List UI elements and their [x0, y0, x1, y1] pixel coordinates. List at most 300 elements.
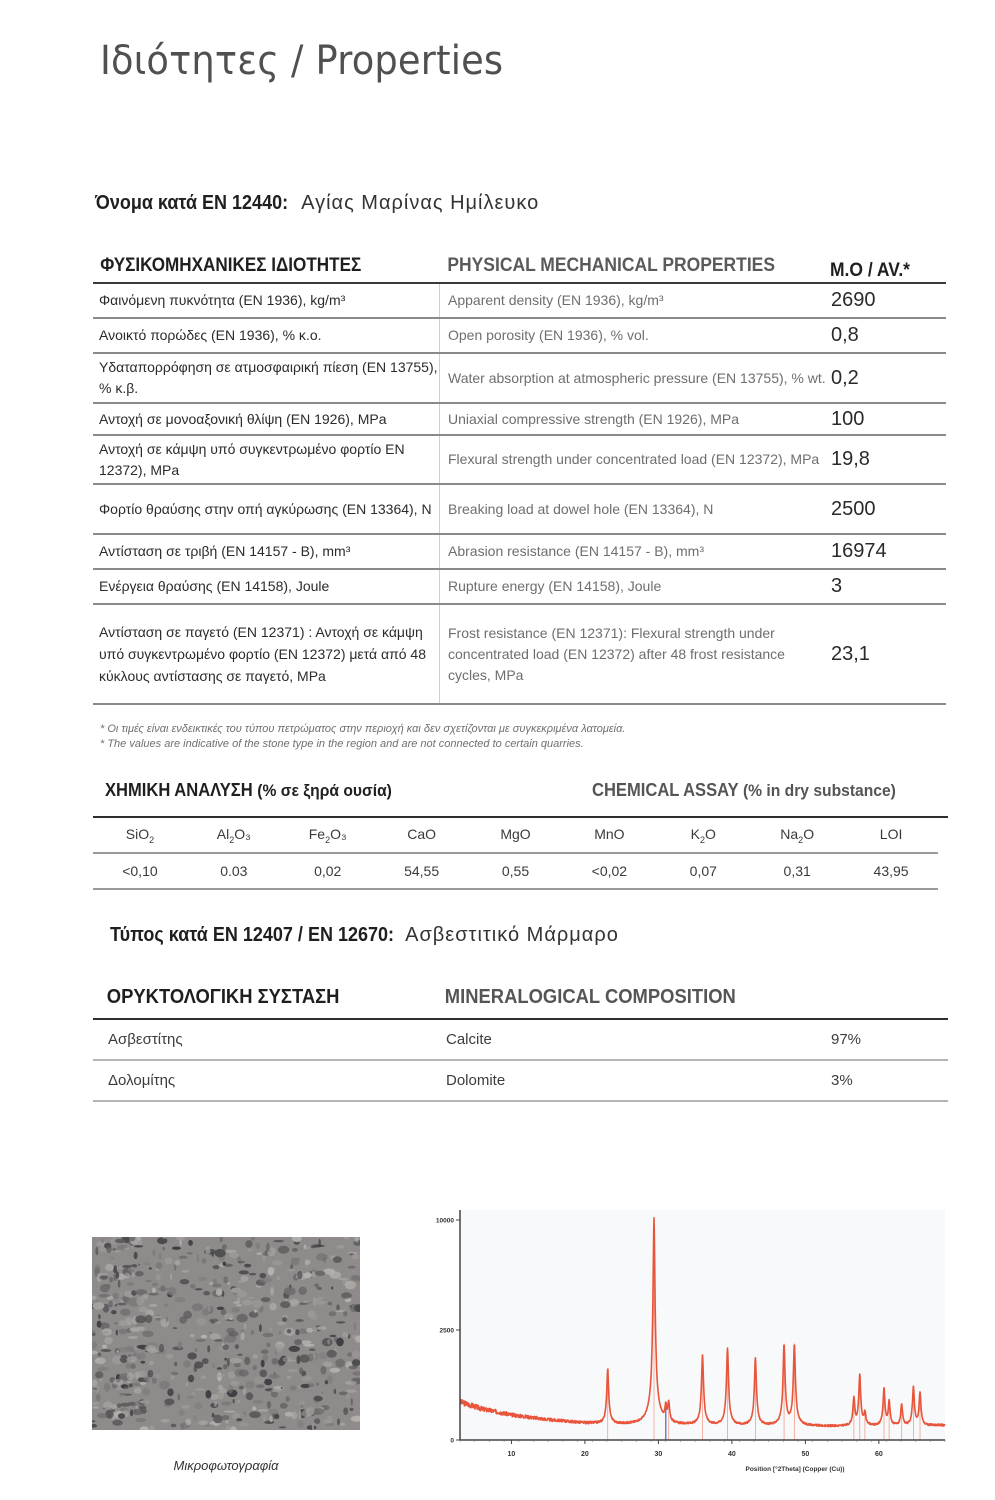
texture-grain — [174, 1362, 177, 1366]
texture-grain — [243, 1388, 246, 1395]
texture-grain — [103, 1401, 113, 1410]
stone-microphotograph-image — [92, 1237, 360, 1430]
property-greek: Αντίσταση σε παγετό (EN 12371) : Αντοχή σε κάμψη υπό συγκεντρωμένο φορτίο (EN 12372) μετά από 48 κύκλους αντίστασης σε παγετό, MPa — [93, 605, 440, 703]
texture-grain — [93, 1302, 105, 1310]
texture-grain — [203, 1291, 210, 1295]
x-tick-label: 50 — [801, 1451, 810, 1458]
table-row — [93, 570, 946, 605]
texture-grain — [171, 1424, 177, 1427]
stone-type-line — [110, 924, 619, 947]
texture-grain — [196, 1318, 206, 1326]
texture-grain — [213, 1279, 217, 1284]
texture-grain — [112, 1420, 123, 1426]
texture-grain — [101, 1349, 112, 1352]
texture-grain — [216, 1375, 226, 1377]
texture-grain — [252, 1406, 256, 1410]
texture-grain — [111, 1409, 115, 1412]
photo-caption: Μικροφωτογραφία — [173, 1458, 279, 1473]
property-greek: Αντοχή σε μονοαξονική θλίψη (EN 1926), MPa — [93, 404, 440, 434]
property-value: 19,8 — [831, 448, 870, 470]
formula-subscript: 2 — [325, 834, 331, 845]
texture-grain — [244, 1357, 250, 1365]
texture-grain — [352, 1270, 355, 1272]
texture-grain — [179, 1316, 187, 1323]
texture-grain — [97, 1413, 107, 1418]
texture-grain — [161, 1419, 170, 1423]
texture-grain — [263, 1415, 266, 1421]
texture-grain — [316, 1297, 326, 1305]
property-greek: Ανοικτό πορώδες (EN 1936), % κ.ο. — [93, 319, 440, 352]
texture-grain — [134, 1290, 146, 1295]
texture-grain — [190, 1284, 195, 1289]
property-greek: Φορτίο θραύσης στην οπή αγκύρωσης (EN 13364), N — [93, 485, 440, 533]
texture-grain — [276, 1276, 281, 1280]
texture-grain — [241, 1332, 245, 1340]
stone-type-value: Ασβεστιτικό Μάρμαρο — [405, 924, 619, 946]
texture-grain — [271, 1389, 281, 1393]
texture-grain — [309, 1348, 316, 1351]
chemical-value: 0,55 — [501, 863, 530, 879]
texture-grain — [345, 1381, 357, 1385]
texture-grain — [302, 1375, 312, 1381]
texture-grain — [202, 1258, 207, 1264]
texture-grain — [119, 1329, 128, 1335]
texture-grain — [185, 1418, 191, 1425]
texture-grain — [178, 1394, 180, 1401]
property-english: Rupture energy (EN 14158), Joule — [448, 578, 662, 594]
texture-grain — [171, 1372, 178, 1376]
texture-grain — [119, 1393, 127, 1396]
texture-grain — [183, 1360, 191, 1367]
texture-grain — [232, 1307, 240, 1312]
texture-grain — [342, 1332, 348, 1338]
texture-grain — [135, 1271, 144, 1276]
y-tick-label: 10000 — [435, 1217, 454, 1225]
texture-grain — [321, 1392, 324, 1394]
texture-grain — [139, 1306, 148, 1312]
texture-grain — [207, 1345, 210, 1352]
xrd-chart-svg — [420, 1205, 950, 1495]
texture-grain — [314, 1396, 323, 1401]
formula-tail: O — [803, 825, 815, 842]
texture-grain — [118, 1413, 125, 1419]
texture-grain — [230, 1358, 242, 1364]
texture-grain — [178, 1342, 182, 1349]
texture-grain — [209, 1319, 219, 1323]
texture-grain — [139, 1400, 149, 1403]
formula-tail: O₃ — [330, 825, 347, 842]
texture-grain — [212, 1413, 214, 1417]
texture-grain — [239, 1270, 249, 1274]
texture-grain — [333, 1256, 342, 1263]
texture-grain — [120, 1309, 130, 1316]
chemical-value: 0,31 — [783, 863, 811, 879]
texture-grain — [337, 1418, 340, 1425]
texture-grain — [195, 1288, 203, 1290]
texture-grain — [117, 1245, 128, 1249]
texture-grain — [263, 1333, 274, 1337]
texture-grain — [237, 1314, 248, 1322]
texture-grain — [195, 1339, 206, 1342]
texture-grain — [138, 1264, 140, 1266]
chemical-value: <0,10 — [122, 863, 158, 879]
texture-grain — [269, 1374, 280, 1378]
texture-grain — [164, 1399, 174, 1406]
texture-grain — [245, 1240, 252, 1248]
chemical-column-header — [656, 826, 750, 845]
header-value: M.O / AV.* — [830, 260, 910, 281]
texture-grain — [278, 1331, 281, 1334]
texture-grain — [102, 1345, 107, 1349]
texture-grain — [249, 1411, 261, 1418]
texture-grain — [224, 1337, 226, 1343]
formula-base: MnO — [594, 825, 625, 842]
texture-grain — [135, 1418, 146, 1422]
texture-grain — [149, 1293, 159, 1296]
texture-grain — [199, 1277, 207, 1281]
table-row — [93, 354, 946, 404]
xrd-chart — [420, 1205, 950, 1495]
texture-grain — [145, 1345, 156, 1350]
texture-grain — [205, 1390, 211, 1399]
texture-grain — [294, 1339, 302, 1345]
texture-grain — [334, 1389, 337, 1394]
texture-grain — [170, 1273, 172, 1280]
texture-grain — [253, 1300, 263, 1309]
formula-base: K — [690, 825, 700, 842]
texture-grain — [175, 1297, 186, 1303]
page-title: Ιδιότητες / Properties — [100, 38, 504, 84]
texture-grain — [317, 1326, 327, 1330]
texture-grain — [314, 1418, 320, 1424]
texture-grain — [201, 1335, 207, 1339]
chemical-value: 43,95 — [873, 863, 909, 879]
texture-grain — [266, 1343, 270, 1347]
texture-grain — [200, 1376, 206, 1380]
texture-grain — [222, 1344, 229, 1350]
formula-base: CaO — [407, 825, 437, 842]
texture-grain — [336, 1245, 344, 1249]
texture-grain — [96, 1394, 101, 1401]
texture-grain — [180, 1279, 189, 1284]
formula-base: LOI — [879, 825, 903, 842]
formula-base: SiO — [125, 825, 150, 842]
texture-grain — [253, 1365, 257, 1370]
texture-grain — [336, 1338, 344, 1347]
texture-grain — [299, 1367, 303, 1374]
table-row — [93, 404, 946, 436]
mineral-english: Dolomite — [446, 1072, 506, 1089]
texture-grain — [308, 1383, 314, 1387]
texture-grain — [307, 1354, 314, 1362]
texture-grain — [127, 1282, 134, 1286]
texture-grain — [94, 1265, 100, 1273]
texture-grain — [140, 1382, 147, 1385]
physical-table-header — [93, 252, 946, 284]
texture-grain — [113, 1379, 124, 1385]
texture-grain — [229, 1252, 238, 1259]
texture-grain — [115, 1239, 126, 1243]
texture-grain — [291, 1260, 300, 1265]
texture-grain — [130, 1363, 136, 1369]
texture-grain — [119, 1266, 122, 1269]
texture-grain — [205, 1247, 210, 1255]
texture-grain — [134, 1252, 138, 1259]
texture-grain — [187, 1396, 194, 1399]
formula-subscript: 2 — [149, 834, 155, 845]
chemical-title-greek-text: ΧΗΜΙΚΗ ΑΝΑΛΥΣΗ — [105, 780, 253, 800]
property-english: Frost resistance (EN 12371): Flexural strength under concentrated load (EN 12372) after 48 frost resistance cycles, MPa — [448, 624, 785, 683]
stone-texture — [92, 1237, 360, 1430]
texture-grain — [172, 1247, 181, 1250]
texture-grain — [136, 1297, 144, 1305]
table-row — [93, 284, 946, 319]
texture-grain — [256, 1385, 264, 1389]
texture-grain — [152, 1249, 155, 1255]
texture-grain — [223, 1276, 228, 1283]
texture-grain — [149, 1267, 152, 1270]
texture-grain — [160, 1319, 169, 1328]
property-english: Uniaxial compressive strength (EN 1926), MPa — [448, 410, 740, 427]
texture-grain — [156, 1262, 163, 1269]
texture-grain — [179, 1256, 188, 1259]
texture-grain — [235, 1304, 242, 1306]
texture-grain — [305, 1302, 313, 1304]
texture-grain — [256, 1243, 260, 1249]
texture-grain — [195, 1388, 205, 1390]
texture-grain — [157, 1237, 167, 1244]
header-greek: ΦΥΣΙΚΟΜΗΧΑΝΙΚΕΣ ΙΔΙΟΤΗΤΕΣ — [100, 255, 362, 276]
texture-grain — [221, 1309, 227, 1315]
texture-grain — [208, 1305, 211, 1312]
texture-grain — [113, 1293, 119, 1300]
texture-grain — [244, 1323, 246, 1329]
texture-grain — [282, 1357, 291, 1363]
mineral-english: Calcite — [446, 1031, 492, 1048]
texture-grain — [254, 1376, 265, 1384]
texture-grain — [286, 1396, 290, 1402]
texture-grain — [323, 1420, 331, 1424]
chemical-value: <0,02 — [591, 863, 628, 879]
stone-type-label: Τύπος κατά EN 12407 / EN 12670: — [110, 924, 394, 946]
texture-grain — [287, 1269, 296, 1271]
chemical-column-header — [844, 826, 938, 845]
texture-grain — [131, 1246, 134, 1249]
chemical-table-values — [93, 854, 938, 890]
texture-grain — [330, 1335, 337, 1337]
formula-base: Na — [780, 825, 799, 842]
texture-grain — [242, 1300, 253, 1306]
texture-grain — [256, 1252, 262, 1255]
texture-grain — [135, 1324, 144, 1326]
texture-grain — [287, 1369, 298, 1371]
texture-grain — [290, 1385, 297, 1390]
texture-grain — [287, 1376, 292, 1379]
property-english: Water absorption at atmospheric pressure (EN 13755), % wt. — [448, 369, 826, 386]
texture-grain — [252, 1354, 258, 1358]
header-english: PHYSICAL MECHANICAL PROPERTIES — [447, 255, 775, 276]
texture-grain — [236, 1418, 242, 1421]
chemical-assay-table — [93, 816, 948, 890]
texture-grain — [253, 1400, 264, 1404]
texture-grain — [130, 1409, 133, 1416]
texture-grain — [102, 1331, 110, 1334]
texture-grain — [99, 1275, 108, 1279]
texture-grain — [117, 1303, 126, 1306]
texture-grain — [118, 1280, 121, 1288]
texture-grain — [281, 1387, 283, 1389]
footnote — [100, 722, 625, 752]
texture-grain — [187, 1252, 193, 1254]
texture-grain — [260, 1370, 268, 1378]
texture-grain — [264, 1421, 274, 1424]
texture-grain — [106, 1245, 112, 1253]
property-value: 23,1 — [831, 642, 870, 665]
texture-grain — [215, 1249, 226, 1258]
texture-grain — [111, 1257, 115, 1259]
texture-grain — [202, 1358, 209, 1364]
mineral-percent: 3% — [831, 1072, 853, 1089]
texture-grain — [325, 1380, 328, 1384]
texture-grain — [341, 1292, 352, 1299]
texture-grain — [209, 1282, 213, 1285]
texture-grain — [193, 1415, 196, 1421]
formula-subscript: 2 — [700, 834, 706, 845]
texture-grain — [316, 1253, 327, 1261]
texture-grain — [217, 1372, 222, 1381]
texture-grain — [118, 1320, 127, 1326]
texture-grain — [152, 1283, 158, 1287]
texture-grain — [340, 1423, 346, 1426]
texture-grain — [195, 1348, 198, 1352]
texture-grain — [327, 1350, 337, 1358]
texture-grain — [348, 1366, 358, 1370]
texture-grain — [273, 1240, 284, 1242]
chemical-value: 0,02 — [314, 863, 342, 879]
texture-grain — [126, 1346, 134, 1351]
property-value: 3 — [831, 575, 843, 597]
texture-grain — [345, 1281, 356, 1290]
texture-grain — [336, 1304, 339, 1310]
texture-grain — [98, 1353, 101, 1357]
texture-grain — [299, 1401, 306, 1406]
table-row — [93, 535, 946, 570]
texture-grain — [290, 1264, 293, 1268]
texture-grain — [119, 1356, 121, 1358]
formula-subscript: 2 — [798, 834, 804, 845]
property-english: Abrasion resistance (EN 14157 - B), mm³ — [448, 543, 704, 559]
texture-grain — [246, 1297, 255, 1300]
texture-grain — [127, 1381, 132, 1383]
texture-grain — [314, 1327, 317, 1332]
chemical-column-header — [93, 826, 187, 845]
table-row — [93, 436, 946, 485]
x-tick-label: 30 — [654, 1451, 663, 1458]
footnote-english: * The values are indicative of the stone type in the region and are not connected to certain quarries. — [100, 738, 584, 750]
mineral-percent: 97% — [831, 1031, 862, 1048]
texture-grain — [315, 1353, 318, 1360]
texture-grain — [214, 1339, 223, 1342]
texture-grain — [120, 1292, 123, 1298]
texture-grain — [239, 1386, 244, 1390]
texture-grain — [270, 1328, 272, 1332]
texture-grain — [159, 1381, 170, 1390]
chemical-column-header — [281, 826, 375, 845]
texture-grain — [138, 1352, 145, 1359]
texture-grain — [212, 1363, 215, 1368]
stone-name-line — [95, 192, 539, 215]
texture-grain — [163, 1304, 168, 1307]
texture-grain — [239, 1369, 249, 1376]
texture-grain — [142, 1331, 153, 1337]
x-tick-label: 60 — [874, 1451, 883, 1458]
texture-grain — [199, 1420, 208, 1425]
texture-grain — [224, 1411, 236, 1413]
texture-grain — [238, 1281, 243, 1283]
texture-grain — [289, 1346, 300, 1352]
texture-grain — [164, 1258, 173, 1265]
texture-grain — [137, 1327, 145, 1331]
texture-grain — [322, 1338, 333, 1346]
texture-grain — [264, 1379, 272, 1386]
texture-grain — [316, 1382, 318, 1385]
texture-grain — [95, 1371, 103, 1378]
mineral-greek: Ασβεστίτης — [108, 1031, 183, 1048]
texture-grain — [261, 1349, 269, 1354]
physical-table-body — [93, 284, 946, 705]
texture-grain — [343, 1407, 348, 1415]
texture-grain — [124, 1273, 130, 1279]
texture-grain — [156, 1274, 161, 1281]
texture-grain — [338, 1278, 348, 1281]
texture-grain — [159, 1344, 164, 1352]
texture-grain — [225, 1420, 229, 1424]
y-tick-label: 0 — [450, 1437, 454, 1445]
texture-grain — [213, 1265, 220, 1269]
texture-grain — [305, 1260, 311, 1265]
chemical-subtitle-english: (% in dry substance) — [742, 781, 896, 800]
property-greek: Φαινόμενη πυκνότητα (EN 1936), kg/m³ — [93, 284, 440, 317]
table-row — [93, 605, 946, 705]
texture-grain — [123, 1291, 132, 1297]
texture-grain — [280, 1301, 290, 1308]
texture-grain — [135, 1315, 146, 1323]
chemical-column-header — [469, 826, 563, 845]
texture-grain — [97, 1367, 109, 1371]
texture-grain — [260, 1278, 272, 1283]
mineralogical-table — [93, 984, 948, 1102]
texture-grain — [346, 1392, 349, 1399]
texture-grain — [143, 1263, 151, 1266]
texture-grain — [330, 1368, 341, 1373]
property-greek: Αντίσταση σε τριβή (EN 14157 - B), mm³ — [93, 535, 440, 568]
property-greek: Αντοχή σε κάμψη υπό συγκεντρωμένο φορτίο EN 12372), MPa — [93, 436, 440, 483]
texture-grain — [167, 1388, 173, 1396]
property-value: 16974 — [831, 540, 887, 562]
texture-grain — [244, 1264, 251, 1268]
texture-grain — [301, 1340, 312, 1344]
texture-grain — [229, 1318, 233, 1320]
texture-grain — [181, 1405, 190, 1409]
texture-grain — [126, 1356, 137, 1362]
texture-grain — [303, 1344, 315, 1347]
formula-base: Fe — [308, 825, 326, 842]
texture-grain — [159, 1252, 162, 1259]
mineralogical-table-header — [93, 984, 948, 1020]
texture-grain — [315, 1271, 326, 1276]
property-value: 2500 — [831, 497, 876, 520]
texture-grain — [314, 1284, 319, 1288]
